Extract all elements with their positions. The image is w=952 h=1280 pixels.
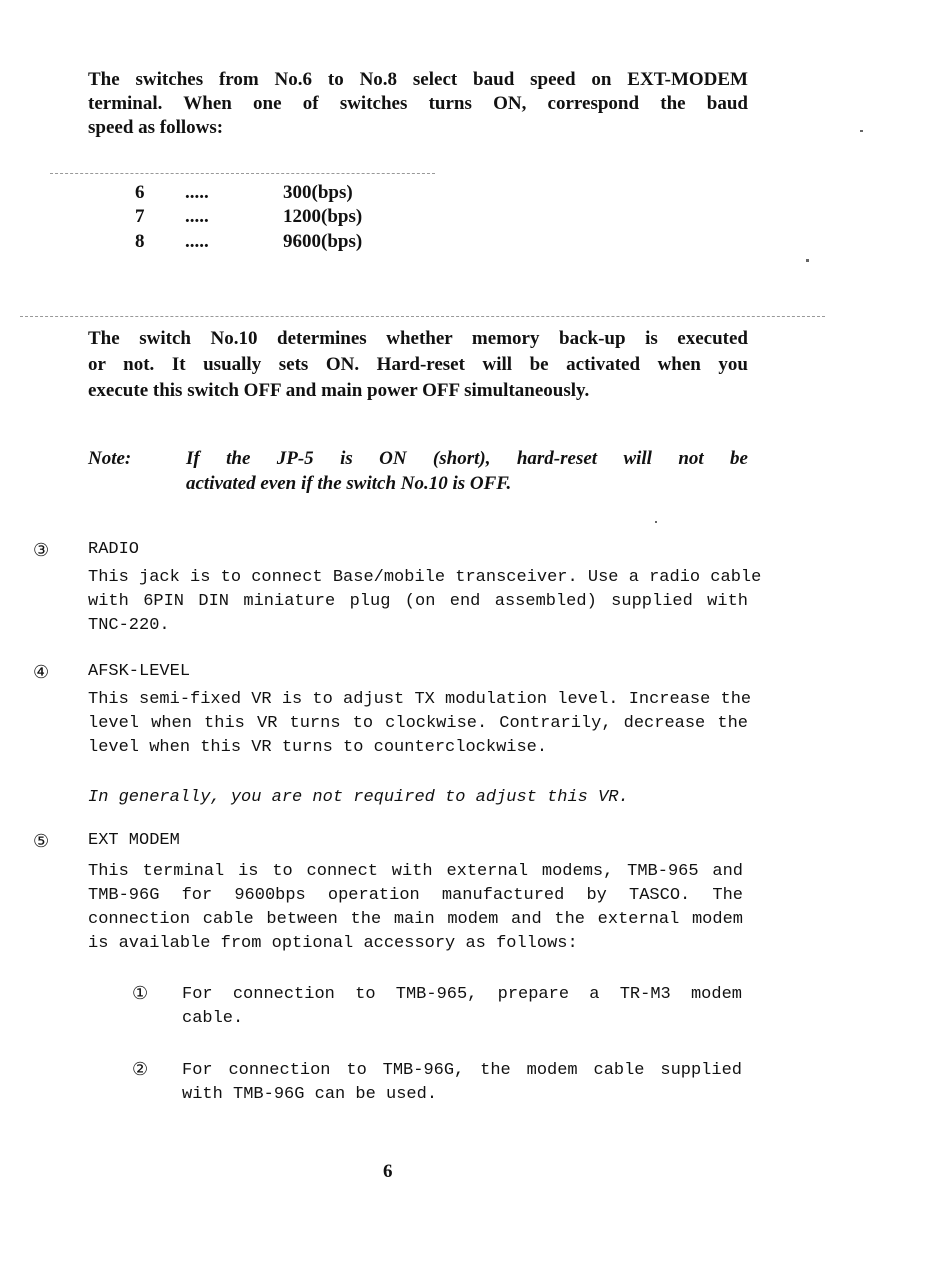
list-item: [182, 1059, 742, 1107]
text-line: terminal. When one of switches turns ON, correspond the baud: [88, 93, 748, 114]
radio-paragraph: [88, 566, 762, 638]
section-marker: ⑤: [33, 831, 50, 852]
memory-backup-paragraph: [88, 326, 748, 404]
section-marker: ③: [33, 540, 50, 561]
ext-modem-paragraph: [88, 860, 743, 956]
text-line: level when this VR turns to counterclockwise.: [88, 738, 548, 757]
text-line: TNC-220.: [88, 616, 170, 635]
switch-number: 7: [135, 206, 145, 227]
text-line: with TMB-96G can be used.: [182, 1085, 438, 1104]
text-line: This jack is to connect Base/mobile transceiver. Use a radio cable: [88, 568, 762, 587]
text-line: If the JP-5 is ON (short), hard-reset will not be: [186, 448, 748, 469]
text-line: TMB-96G for 9600bps operation manufactured by TASCO. The: [88, 886, 743, 905]
text-line: or not. It usually sets ON. Hard-reset will be activated when you: [88, 354, 748, 375]
text-line: level when this VR turns to clockwise. Contrarily, decrease the: [88, 714, 748, 733]
text-line: For connection to TMB-96G, the modem cable supplied: [182, 1061, 742, 1080]
page-number: 6: [383, 1161, 393, 1182]
afsk-level-note: In generally, you are not required to adjust this VR.: [88, 788, 629, 807]
text-line: connection cable between the main modem and the external modem: [88, 910, 743, 929]
section-title-radio: RADIO: [88, 540, 140, 559]
scan-dash-rule-top: [50, 173, 435, 174]
section-title-afsk-level: AFSK-LEVEL: [88, 662, 191, 681]
list-item-marker: ①: [132, 983, 149, 1004]
text-line: cable.: [182, 1009, 244, 1028]
text-line: This semi-fixed VR is to adjust TX modulation level. Increase the: [88, 690, 752, 709]
list-item-marker: ②: [132, 1059, 149, 1080]
leader-dots: .....: [185, 206, 209, 227]
leader-dots: .....: [185, 182, 209, 203]
baud-speed-paragraph: [88, 68, 748, 140]
text-line: The switch No.10 determines whether memory back-up is executed: [88, 328, 748, 349]
text-line: The switches from No.6 to No.8 select baud speed on EXT-MODEM: [88, 69, 748, 90]
baud-rate: 9600(bps): [283, 231, 363, 252]
text-line: is available from optional accessory as follows:: [88, 934, 578, 953]
text-line: speed as follows:: [88, 117, 224, 138]
scan-dash-rule-middle: [20, 316, 825, 317]
list-item: [182, 983, 742, 1031]
afsk-level-paragraph: [88, 688, 752, 760]
note-body: [186, 446, 748, 496]
section-title-ext-modem: EXT MODEM: [88, 831, 180, 850]
section-marker: ④: [33, 662, 50, 683]
scan-speck: [860, 130, 863, 132]
text-line: For connection to TMB-965, prepare a TR-M3 modem: [182, 985, 742, 1004]
scan-speck: [806, 259, 809, 262]
text-line: activated even if the switch No.10 is OFF.: [186, 473, 512, 494]
scan-speck: [655, 521, 657, 523]
baud-rate: 1200(bps): [283, 206, 363, 227]
leader-dots: .....: [185, 231, 209, 252]
switch-number: 6: [135, 182, 145, 203]
baud-rate: 300(bps): [283, 182, 353, 203]
note-label: Note:: [88, 448, 132, 469]
switch-number: 8: [135, 231, 145, 252]
text-line: with 6PIN DIN miniature plug (on end assembled) supplied with: [88, 592, 748, 611]
text-line: execute this switch OFF and main power OFF simultaneously.: [88, 380, 590, 401]
text-line: This terminal is to connect with external modems, TMB-965 and: [88, 862, 743, 881]
